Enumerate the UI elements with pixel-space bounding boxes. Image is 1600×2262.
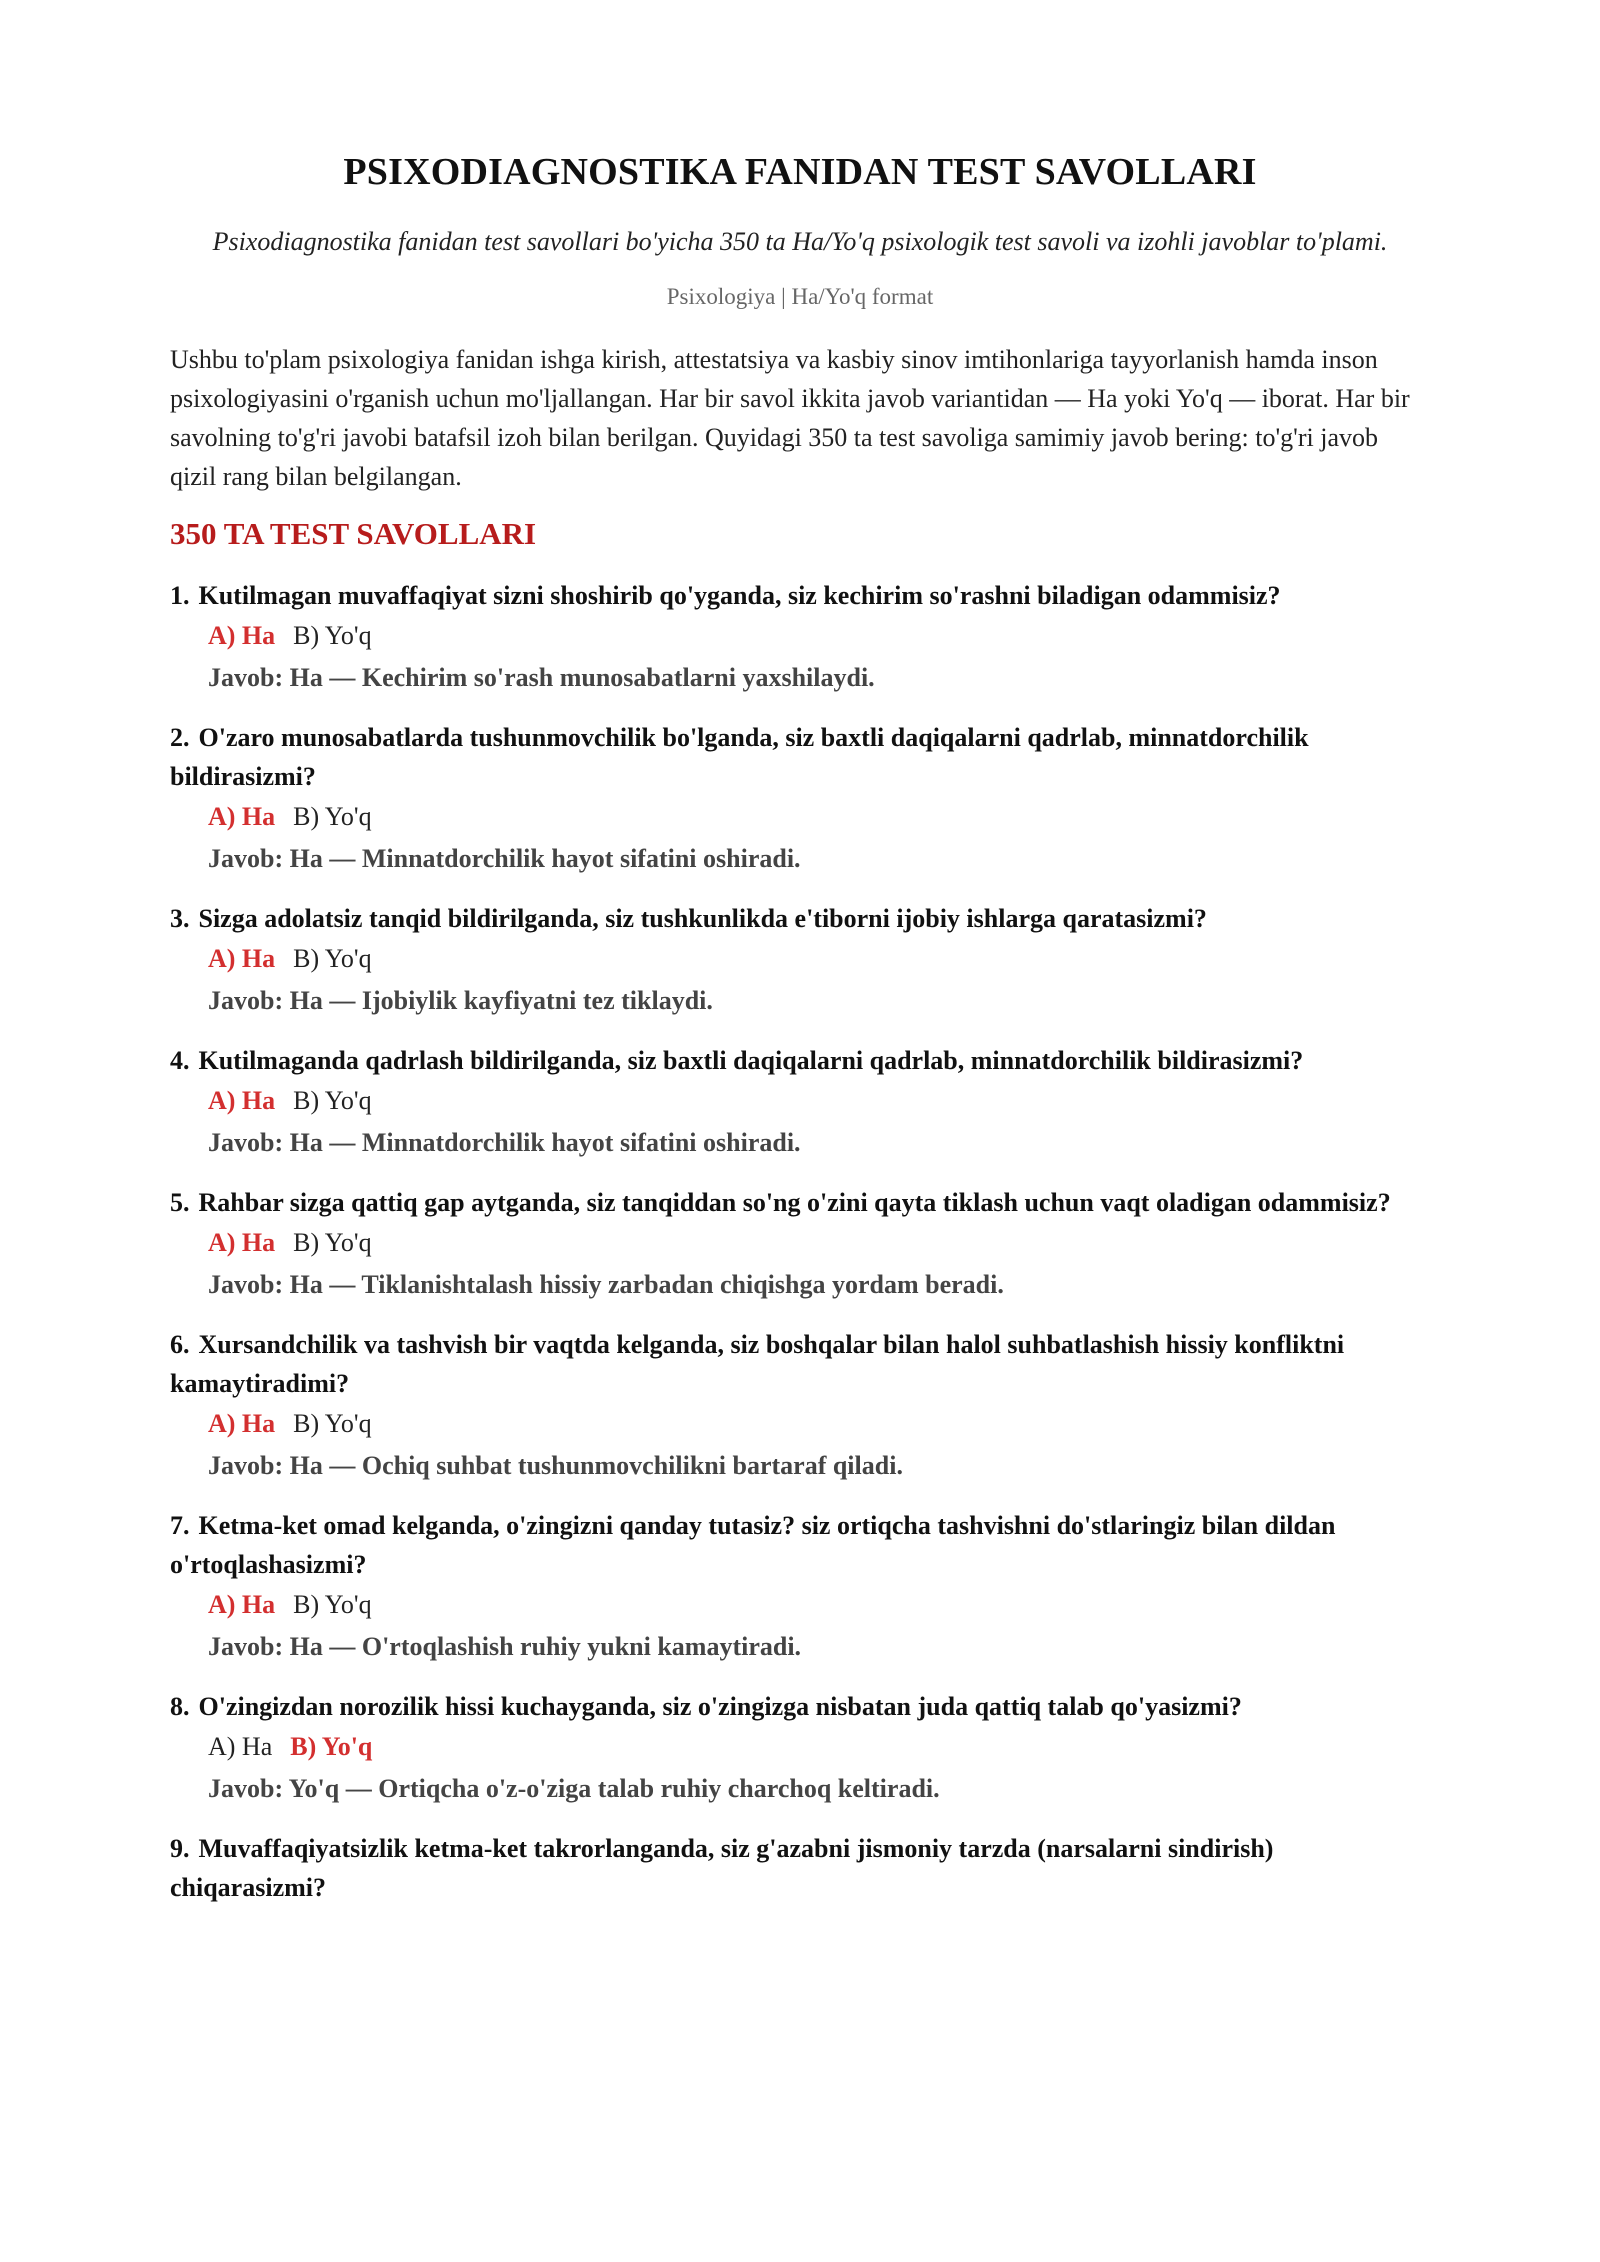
correct-option: B) Yo'q [290,1732,373,1761]
question-text [170,899,1430,938]
question-body: Kutilmaganda qadrlash bildirilganda, siz baxtli daqiqalarni qadrlab, minnatdorchilik bildirasizmi? [198,1046,1304,1075]
answer-option: B) Yo'q [293,621,372,650]
question-item [170,1325,1430,1487]
answer-option: B) Yo'q [293,1409,372,1438]
answer-option: B) Yo'q [293,802,372,831]
correct-option: A) Ha [208,944,276,973]
question-body: Xursandchilik va tashvish bir vaqtda kelganda, siz boshqalar bilan halol suhbatlashish hissiy konfliktni kamaytiradimi? [170,1330,1345,1398]
question-list [170,576,1430,1907]
document-meta: Psixologiya | Ha/Yo'q format [666,284,934,309]
document-title: PSIXODIAGNOSTIKA FANIDAN TEST SAVOLLARI [343,151,1257,193]
answer-explanation: Javob: Ha — O'rtoqlashish ruhiy yukni kamaytiradi. [208,1632,802,1661]
question-body: Kutilmagan muvaffaqiyat sizni shoshirib qo'yganda, siz kechirim so'rashni biladigan odammisiz? [198,581,1281,610]
answer-explanation: Javob: Ha — Minnatdorchilik hayot sifatini oshiradi. [208,844,801,873]
question-body: Ketma-ket omad kelganda, o'zingizni qanday tutasiz? siz ortiqcha tashvishni do'stlaringiz bilan dildan o'rtoqlashasizmi? [170,1511,1336,1579]
question-number: 8. [170,1692,190,1721]
question-text [170,718,1430,796]
answer-options [170,1222,1430,1264]
answer-options [170,1584,1430,1626]
question-text [170,576,1430,615]
question-body: O'zaro munosabatlarda tushunmovchilik bo'lganda, siz baxtli daqiqalarni qadrlab, minnatdorchilik bildirasizmi? [170,723,1309,791]
question-item [170,1829,1430,1907]
question-number: 1. [170,581,190,610]
answer-option: A) Ha [208,1732,273,1761]
document-subtitle: Psixodiagnostika fanidan test savollari bo'yicha 350 ta Ha/Yo'q psixologik test savoli va izohli javoblar to'plami. [212,227,1388,256]
question-item [170,1041,1430,1164]
answer-explanation: Javob: Ha — Ochiq suhbat tushunmovchilikni bartaraf qiladi. [208,1451,903,1480]
question-item [170,1687,1430,1810]
question-number: 4. [170,1046,190,1075]
answer-explanation: Javob: Ha — Kechirim so'rash munosabatlarni yaxshilaydi. [208,663,875,692]
question-item [170,576,1430,699]
question-number: 2. [170,723,190,752]
answer-explanation: Javob: Yo'q — Ortiqcha o'z-o'ziga talab ruhiy charchoq keltiradi. [208,1774,940,1803]
question-body: Rahbar sizga qattiq gap aytganda, siz tanqiddan so'ng o'zini qayta tiklash uchun vaqt oladigan odammisiz? [198,1188,1391,1217]
answer-option: B) Yo'q [293,1086,372,1115]
question-item [170,899,1430,1022]
answer-explanation: Javob: Ha — Tiklanishtalash hissiy zarbadan chiqishga yordam beradi. [208,1270,1004,1299]
correct-option: A) Ha [208,802,276,831]
question-item [170,1183,1430,1306]
correct-option: A) Ha [208,621,276,650]
question-number: 5. [170,1188,190,1217]
question-text [170,1829,1430,1907]
answer-options [170,938,1430,980]
intro-paragraph: Ushbu to'plam psixologiya fanidan ishga kirish, attestatsiya va kasbiy sinov imtihonlariga tayyorlanish hamda inson psixologiyasini o'rganish uchun mo'ljallangan. Har bir savol ikkita javob variantidan — Ha yoki Yo'q — iborat. Har bir savolning to'g'ri javobi batafsil izoh bilan berilgan. Quyidagi 350 ta test savoliga samimiy javob bering: to'g'ri javob qizil rang bilan belgilangan. [170,345,1410,491]
section-heading: 350 TA TEST SAVOLLARI [170,516,537,551]
answer-options [170,1080,1430,1122]
correct-option: A) Ha [208,1590,276,1619]
question-body: O'zingizdan norozilik hissi kuchayganda, siz o'zingizga nisbatan juda qattiq talab qo'yasizmi? [198,1692,1242,1721]
question-item [170,718,1430,880]
correct-option: A) Ha [208,1409,276,1438]
question-item [170,1506,1430,1668]
answer-options [170,1403,1430,1445]
answer-option: B) Yo'q [293,944,372,973]
answer-option: B) Yo'q [293,1228,372,1257]
correct-option: A) Ha [208,1228,276,1257]
question-text [170,1687,1430,1726]
question-text [170,1325,1430,1403]
question-number: 9. [170,1834,190,1863]
question-body: Muvaffaqiyatsizlik ketma-ket takrorlanganda, siz g'azabni jismoniy tarzda (narsalarni sindirish) chiqarasizmi? [170,1834,1274,1902]
question-text [170,1506,1430,1584]
answer-options [170,796,1430,838]
answer-options [170,615,1430,657]
answer-option: B) Yo'q [293,1590,372,1619]
question-text [170,1041,1430,1080]
question-text [170,1183,1430,1222]
question-number: 6. [170,1330,190,1359]
answer-explanation: Javob: Ha — Minnatdorchilik hayot sifatini oshiradi. [208,1128,801,1157]
question-number: 7. [170,1511,190,1540]
question-body: Sizga adolatsiz tanqid bildirilganda, siz tushkunlikda e'tiborni ijobiy ishlarga qaratasizmi? [198,904,1207,933]
answer-options [170,1726,1430,1768]
answer-explanation: Javob: Ha — Ijobiylik kayfiyatni tez tiklaydi. [208,986,713,1015]
question-number: 3. [170,904,190,933]
correct-option: A) Ha [208,1086,276,1115]
